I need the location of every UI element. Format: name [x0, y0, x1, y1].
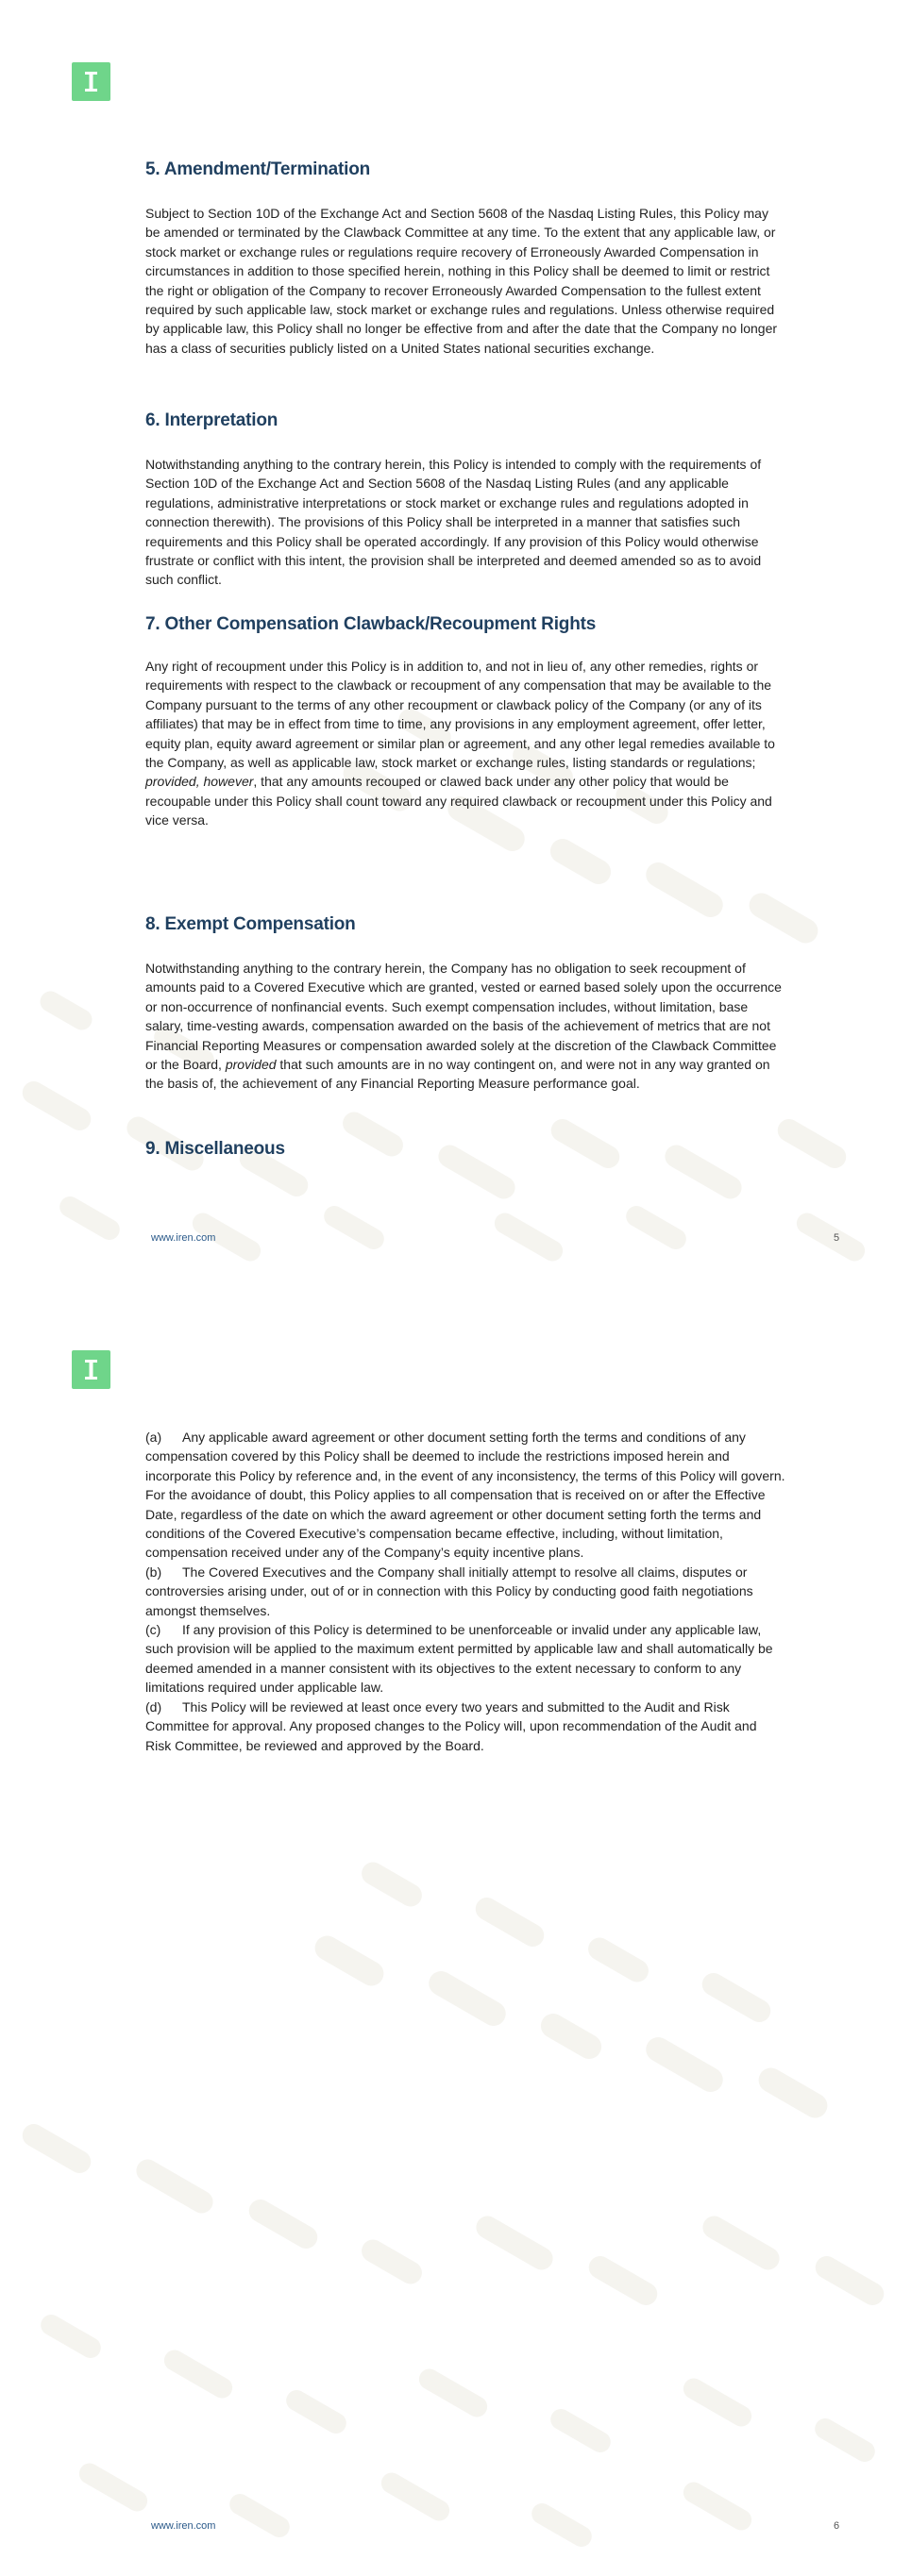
section-amendment-termination — [145, 159, 785, 181]
clause-label: (c) — [145, 1622, 161, 1638]
paragraph — [145, 657, 785, 830]
paragraph-text: Notwithstanding anything to the contrary herein, the Company has no obligation to seek recoupment of amounts paid to a Covered Executive which are granted, vested or earned based solely upon the occurrence or non-occurrence of nonfinancial events. Such exempt compensation includes, without limitation, base salary, time-vesting awards, compensation awarded on the basis of the achievement of metrics that are not Financial Reporting Measures or compensation awarded solely at the discretion of the Clawback Committee or the Board, — [145, 961, 782, 1073]
iren-logo-icon — [72, 62, 110, 101]
iren-logo-icon — [72, 1350, 110, 1389]
section-exempt-compensation-body — [145, 959, 785, 1094]
footer-website-link[interactable]: www.iren.com — [151, 1232, 216, 1244]
section-heading: 8. Exempt Compensation — [145, 914, 356, 934]
section-heading: 5. Amendment/Termination — [145, 159, 371, 179]
paragraph-text: Any right of recoupment under this Policy is in addition to, and not in lieu of, any other remedies, rights or requirements with respect to the clawback or recoupment of any compensation that may be available to the Company pursuant to the terms of any other recoupment or clawback policy of the Company (or any of its affiliates) that may be in effect from time to time, any provisions in any employment agreement, offer letter, equity plan, equity award agreement or similar plan or agreement, and any other legal remedies available to the Company, as well as applicable law, stock market or exchange rules, listing standards or regulations; — [145, 659, 775, 771]
clause-text: This Policy will be reviewed at least once every two years and submitted to the Audit and Risk Committee for approval. Any proposed changes to the Policy will, upon recommendation of the Audit and Risk Committee, be reviewed and approved by the Board. — [145, 1698, 757, 1753]
paragraph-text: that such amounts are in no way contingent on, and were not in any way granted on the basis of, the achievement of any Financial Reporting Measure performance goal. — [145, 1057, 770, 1092]
section-other-compensation-clawback — [145, 613, 785, 636]
paragraph-emphasis: provided, however — [145, 774, 254, 790]
page-number: 6 — [834, 2520, 840, 2532]
section-interpretation-body — [145, 455, 785, 590]
clause-label: (b) — [145, 1564, 162, 1580]
section-exempt-compensation — [145, 913, 785, 936]
document-page-6 — [0, 1288, 911, 2576]
clause-text: If any provision of this Policy is determined to be unenforceable or invalid under any applicable law, such provision will be applied to the maximum extent permitted by applicable law and shall automatically be deemed amended in a manner consistent with its objectives to the extent necessary to conform to any limitations required under applicable law. — [145, 1622, 773, 1696]
clause-label: (a) — [145, 1430, 162, 1445]
clause-a — [145, 1428, 785, 1563]
clause-b — [145, 1563, 785, 1620]
paragraph: Notwithstanding anything to the contrary herein, this Policy is intended to comply with the requirements of Section 10D of the Exchange Act and Section 5608 of the Nasdaq Listing Rules (and any applicable regulations, administrative interpretations or stock market or exchange rules and regulations adopted in connection therewith). The provisions of this Policy shall be interpreted in a manner that satisfies such requirements and this Policy shall be operated accordingly. If any provision of this Policy would otherwise frustrate or conflict with this intent, the provision shall be interpreted and deemed amended so as to avoid such conflict. — [145, 457, 762, 588]
paragraph-text: , that any amounts recouped or clawed back under any other policy that would be recoupable under this Policy shall count toward any required clawback or recoupment under this Policy and vice versa. — [145, 774, 772, 828]
section-other-compensation-clawback-body — [145, 657, 785, 830]
clause-c — [145, 1620, 785, 1698]
paragraph-emphasis: provided — [225, 1057, 277, 1073]
clause-text: Any applicable award agreement or other document setting forth the terms and conditions of any compensation covered by this Policy shall be deemed to include the restrictions imposed herein and incorporate this Policy by reference and, in the event of any inconsistency, the terms of this Policy will govern. For the avoidance of doubt, this Policy applies to all compensation that is received on or after the Effective Date, regardless of the date on which the award agreement or other document setting forth the terms and conditions of the Covered Executive’s compensation became effective, including, without limitation, compensation received under any of the Company’s equity incentive plans. — [145, 1430, 785, 1561]
section-heading: 7. Other Compensation Clawback/Recoupment Rights — [145, 614, 597, 634]
section-heading: 9. Miscellaneous — [145, 1139, 285, 1159]
miscellaneous-clauses — [145, 1428, 785, 1755]
section-amendment-termination-body — [145, 204, 785, 358]
paragraph — [145, 959, 785, 1094]
footer-website-link[interactable]: www.iren.com — [151, 2520, 216, 2532]
paragraph: Subject to Section 10D of the Exchange Act and Section 5608 of the Nasdaq Listing Rules, this Policy may be amended or terminated by the Clawback Committee at any time. To the extent that any applicable law, or stock market or exchange rules or regulations require recovery of Erroneously Awarded Compensation in circumstances in addition to those specified herein, nothing in this Policy shall be deemed to limit or restrict the right or obligation of the Company to recover Erroneously Awarded Compensation to the fullest extent required by such applicable law, stock market or exchange rules and regulations. Unless otherwise required by applicable law, this Policy shall no longer be effective from and after the date that the Company no longer has a class of securities publicly listed on a United States national securities exchange. — [145, 206, 778, 356]
section-interpretation — [145, 410, 785, 432]
section-heading: 6. Interpretation — [145, 410, 278, 430]
clause-label: (d) — [145, 1698, 162, 1715]
clause-text: The Covered Executives and the Company shall initially attempt to resolve all claims, disputes or controversies arising under, out of or in connection with this Policy by conducting good faith negotiations amongst themselves. — [145, 1564, 753, 1618]
page-number: 5 — [834, 1232, 840, 1244]
section-miscellaneous — [145, 1138, 785, 1161]
clause-d — [145, 1698, 785, 1755]
